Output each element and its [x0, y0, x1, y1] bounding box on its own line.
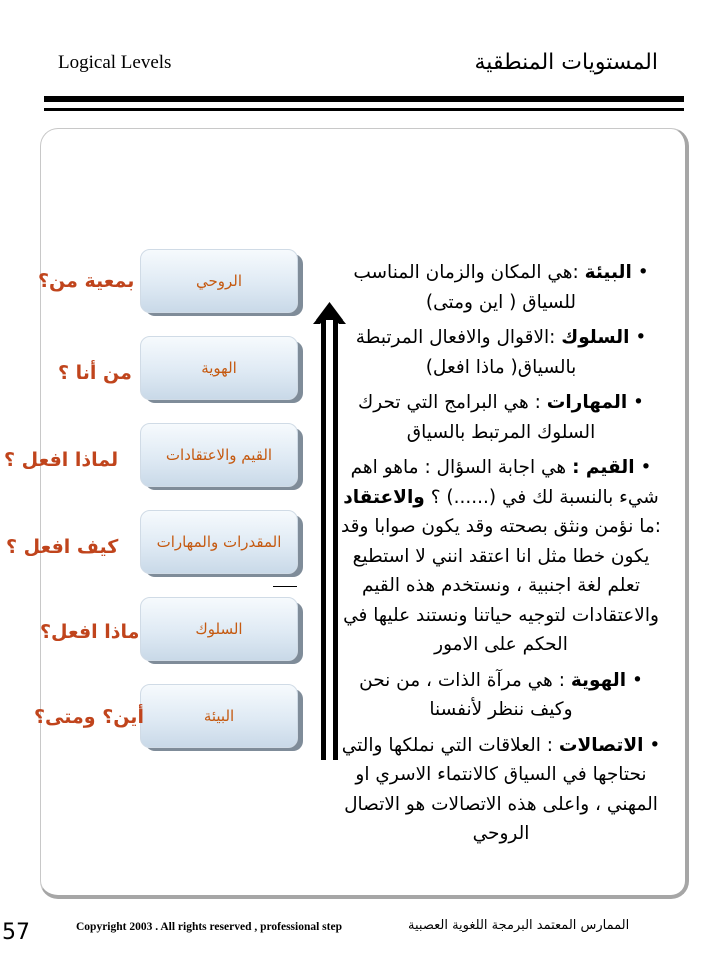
question-spiritual: بمعية من؟ — [38, 270, 135, 292]
term-skills: المهارات — [546, 392, 628, 413]
term-identity: الهوية — [570, 669, 627, 691]
divider-stub — [273, 586, 297, 587]
page-number: 57 — [2, 920, 30, 945]
footer-arabic: الممارس المعتمد البرمجة اللغوية العصبية — [408, 918, 630, 933]
paragraph-skills: • المهارات : هي البرامج التي تحرك السلوك المرتبط بالسياق — [358, 392, 644, 443]
paragraph-environment: • البيئة :هي المكان والزمان المناسب للسياق ( اين ومتى) — [353, 262, 649, 313]
level-box-behavior: السلوك — [140, 597, 298, 661]
paragraph-values-beliefs: • القيم : هي اجابة السؤال : ماهو اهم شيء بالنسبة لك في (......) ؟ والاعتقاد :ما نؤمن ونثق بصحته وقد يكون صوابا وقد يكون خطا مثل انا اعتقد انني لا استطيع تعلم لغة اجنبية ، ونستخدم هذه القيم والاعتقادات لتوجيه حياتنا ونستند عليها في الحكم على الامور — [340, 457, 662, 655]
question-environment: أين؟ ومتى؟ — [34, 706, 144, 728]
question-values: لماذا افعل ؟ — [4, 449, 119, 471]
levels-description — [338, 258, 664, 855]
question-identity: من أنا ؟ — [58, 362, 132, 384]
level-box-capabilities: المقدرات والمهارات — [140, 510, 298, 574]
level-box-spiritual: الروحي — [140, 249, 298, 313]
term-values: القيم : — [572, 457, 635, 478]
level-box-environment: البيئة — [140, 684, 298, 748]
header-rule-thick — [44, 96, 684, 102]
copyright-notice: Copyright 2003 . All rights reserved , professional step — [76, 921, 342, 933]
paragraph-connections: • الاتصالات : العلاقات التي نملكها والتي نحتاجها في السياق كالانتماء الاسري او المهني ، واعلى هذه الاتصالات هو الاتصال الروحي — [341, 734, 661, 844]
term-connections: الاتصالات — [558, 734, 644, 756]
paragraph-identity: • الهوية : هي مرآة الذات ، من نحن وكيف ننظر لأنفسنا — [359, 669, 643, 720]
question-behavior: ماذا افعل؟ — [40, 621, 140, 643]
title-arabic: المستويات المنطقية — [474, 50, 658, 75]
title-english: Logical Levels — [58, 52, 172, 73]
term-environment: البيئة — [584, 262, 632, 283]
level-box-values-beliefs: القيم والاعتقادات — [140, 423, 298, 487]
header-rule-thin — [44, 108, 684, 111]
level-box-identity: الهوية — [140, 336, 298, 400]
term-behavior: السلوك — [561, 327, 630, 348]
paragraph-behavior: • السلوك :الاقوال والافعال المرتبطة بالسياق( ماذا افعل) — [355, 327, 647, 378]
question-capabilities: كيف افعل ؟ — [6, 536, 119, 558]
term-beliefs: والاعتقاد — [343, 486, 425, 508]
